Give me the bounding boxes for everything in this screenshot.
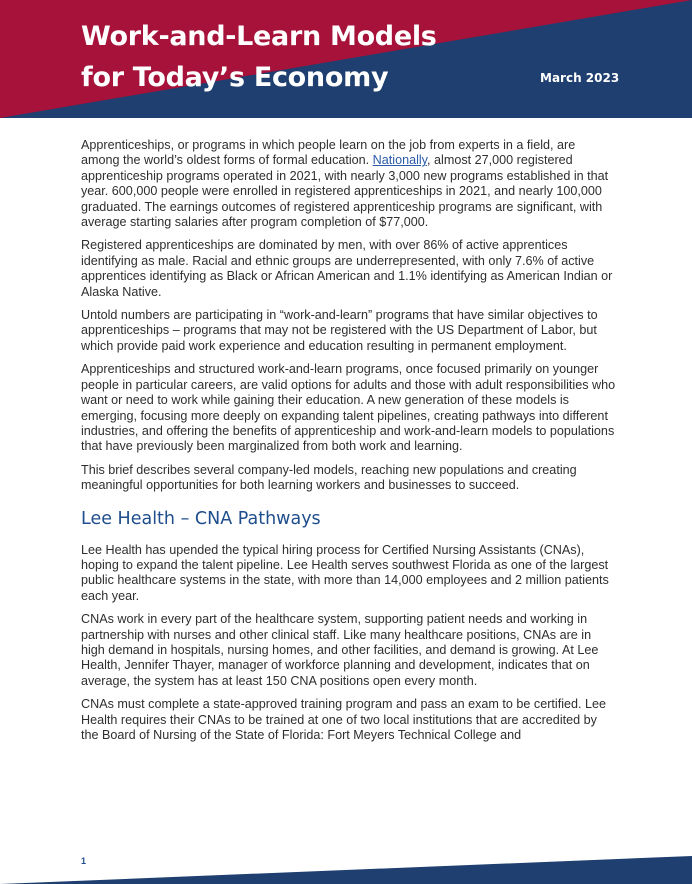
section-paragraph-1: Lee Health has upended the typical hiring process for Certified Nursing Assistants (CNAs), hoping to expand the talent pipeline. Lee Health serves southwest Florida as one of the largest public healthcare systems in the state, with more than 14,000 employees and 2 million patients each year.	[81, 542, 609, 603]
article-body	[81, 138, 617, 751]
section-paragraph-2: CNAs work in every part of the healthcare system, supporting patient needs and working in partnership with nurses and other clinical staff. Like many healthcare positions, CNAs are in high demand in hospitals, nursing homes, and other facilities, and demand is growing. At Lee Health, Jennifer Thayer, manager of workforce planning and development, indicates that on average, the system has at least 150 CNA positions open every month.	[81, 612, 599, 688]
intro-p1-text-a: Apprenticeships, or programs in which people learn on the job from experts in a field, are among the world’s oldest forms of formal education.	[81, 138, 576, 168]
footer-band	[0, 844, 692, 884]
section-paragraph-3: CNAs must complete a state-approved training program and pass an exam to be certified. Lee Health requires their CNAs to be trained at one of two local institutions that are accredited by the Board of Nursing of the State of Florida: Fort Meyers Technical College and	[81, 697, 607, 742]
intro-paragraph-1	[81, 138, 617, 230]
section-heading: Lee Health – CNA Pathways	[81, 508, 321, 529]
footer-background	[0, 844, 692, 884]
intro-paragraph-2: Registered apprenticeships are dominated by men, with over 86% of active apprentices identifying as male. Racial and ethnic groups are underrepresented, with only 7.6% of active apprentices identifying as Black or African American and 1.1% identifying as American Indian or Alaska Native.	[81, 238, 613, 299]
intro-paragraph-5: This brief describes several company-led models, reaching new populations and creating meaningful opportunities for both learning workers and businesses to succeed.	[81, 462, 577, 493]
nationally-link[interactable]: Nationally	[372, 153, 428, 168]
title-line-2: for Today’s Economy	[81, 62, 389, 93]
page-number: 1	[81, 856, 87, 866]
publication-date: March 2023	[540, 71, 620, 85]
intro-paragraph-4: Apprenticeships and structured work-and-learn programs, once focused primarily on younger people in particular careers, are valid options for adults and those with adult responsibilities who want or need to work while gaining their education. A new generation of these models is emerging, focusing more deeply on expanding talent pipelines, creating pathways into different industries, and offering the benefits of apprenticeship and work-and-learn models to populations that have previously been marginalized from both work and learning.	[81, 362, 616, 454]
intro-p1-text-b: , almost 27,000 registered apprenticeship programs operated in 2021, with nearly 3,000 new programs established in that year. 600,000 people were enrolled in registered apprenticeships in 2021, and nearly 100,000 graduated. The earnings outcomes of registered apprenticeship programs are significant, with average starting salaries after program completion of $77,000.	[81, 153, 609, 230]
intro-paragraph-3: Untold numbers are participating in “work-and-learn” programs that have similar objectives to apprenticeships – programs that may not be registered with the US Department of Labor, but which provide paid work experience and education resulting in permanent employment.	[81, 308, 598, 353]
page-title	[81, 16, 437, 98]
title-line-1: Work-and-Learn Models	[81, 21, 437, 52]
header-banner	[0, 0, 692, 118]
